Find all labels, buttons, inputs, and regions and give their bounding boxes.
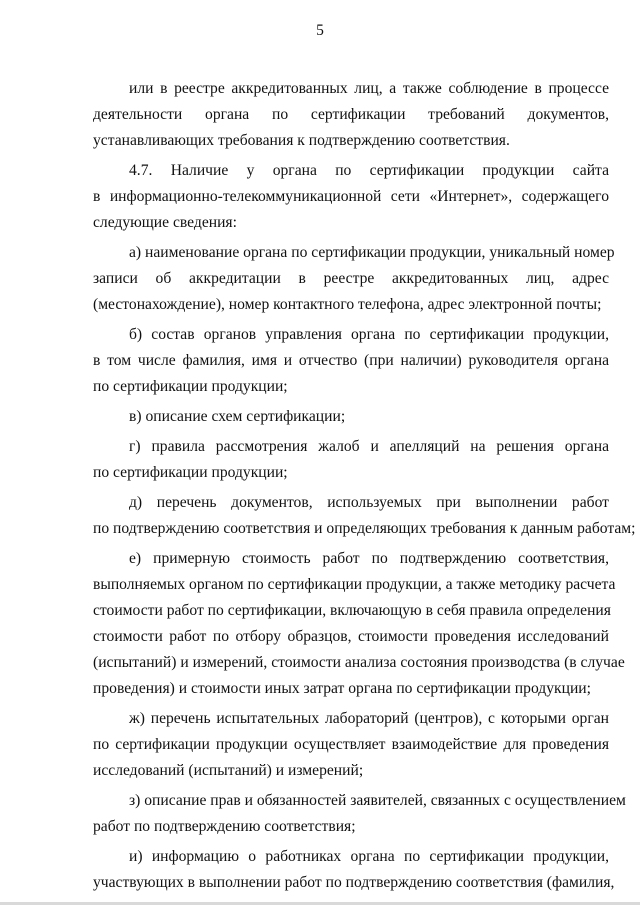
page-number: 5 — [316, 22, 324, 39]
text-line: записи об аккредитации в реестре аккредитованных лиц, адрес — [93, 270, 609, 287]
paragraph — [93, 240, 615, 318]
text-line: и) информацию о работниках органа по сертификации продукции, — [129, 848, 609, 865]
text-line: исследований (испытаний) и измерений; — [93, 762, 364, 779]
text-line: в) описание схем сертификации; — [129, 408, 346, 425]
text-line: устанавливающих требования к подтверждению соответствия. — [93, 132, 510, 149]
paragraph — [93, 322, 609, 400]
paragraph — [93, 844, 615, 896]
document-body — [93, 76, 636, 900]
text-line: в том числе фамилия, имя и отчество (при наличии) руководителя органа — [93, 352, 609, 369]
text-line: в информационно-телекоммуникационной сети «Интернет», содержащего — [93, 188, 609, 205]
paragraph — [93, 404, 609, 430]
paragraph — [93, 76, 609, 154]
text-line: (местонахождение), номер контактного телефона, адрес электронной почты; — [93, 296, 602, 313]
text-line: по сертификации продукции; — [93, 464, 288, 481]
paragraph — [93, 788, 626, 840]
text-line: деятельности органа по сертификации требований документов, — [93, 106, 609, 123]
text-line: (испытаний) и измерений, стоимости анализа состояния производства (в случае — [93, 654, 625, 671]
text-line: или в реестре аккредитованных лиц, а также соблюдение в процессе — [129, 80, 609, 97]
text-line: ж) перечень испытательных лабораторий (центров), с которыми орган — [129, 710, 609, 727]
text-line: 4.7. Наличие у органа по сертификации продукции сайта — [129, 162, 609, 179]
text-line: б) состав органов управления органа по сертификации продукции, — [129, 326, 609, 343]
text-line: по сертификации продукции осуществляет взаимодействие для проведения — [93, 736, 609, 753]
text-line: следующие сведения: — [93, 214, 237, 231]
text-line: стоимости работ по отбору образцов, стоимости проведения исследований — [93, 628, 609, 645]
paragraph — [93, 490, 636, 542]
paragraph — [93, 706, 609, 784]
paragraph — [93, 158, 609, 236]
paragraph — [93, 546, 625, 702]
text-line: работ по подтверждению соответствия; — [93, 818, 356, 835]
text-line: з) описание прав и обязанностей заявителей, связанных с осуществлением — [129, 792, 626, 809]
text-line: участвующих в выполнении работ по подтверждению соответствия (фамилия, — [93, 874, 615, 891]
text-line: е) примерную стоимость работ по подтверждению соответствия, — [129, 550, 609, 567]
text-line: по сертификации продукции; — [93, 378, 288, 395]
text-line: по подтверждению соответствия и определяющих требования к данным работам; — [93, 520, 636, 537]
text-line: а) наименование органа по сертификации продукции, уникальный номер — [129, 244, 615, 261]
paragraph — [93, 434, 609, 486]
text-line: д) перечень документов, используемых при выполнении работ — [129, 494, 609, 511]
text-line: г) правила рассмотрения жалоб и апелляций на решения органа — [129, 438, 609, 455]
text-line: выполняемых органом по сертификации продукции, а также методику расчета — [93, 576, 616, 593]
text-line: проведения) и стоимости иных затрат органа по сертификации продукции; — [93, 680, 591, 697]
text-line: стоимости работ по сертификации, включающую в себя правила определения — [93, 602, 611, 619]
